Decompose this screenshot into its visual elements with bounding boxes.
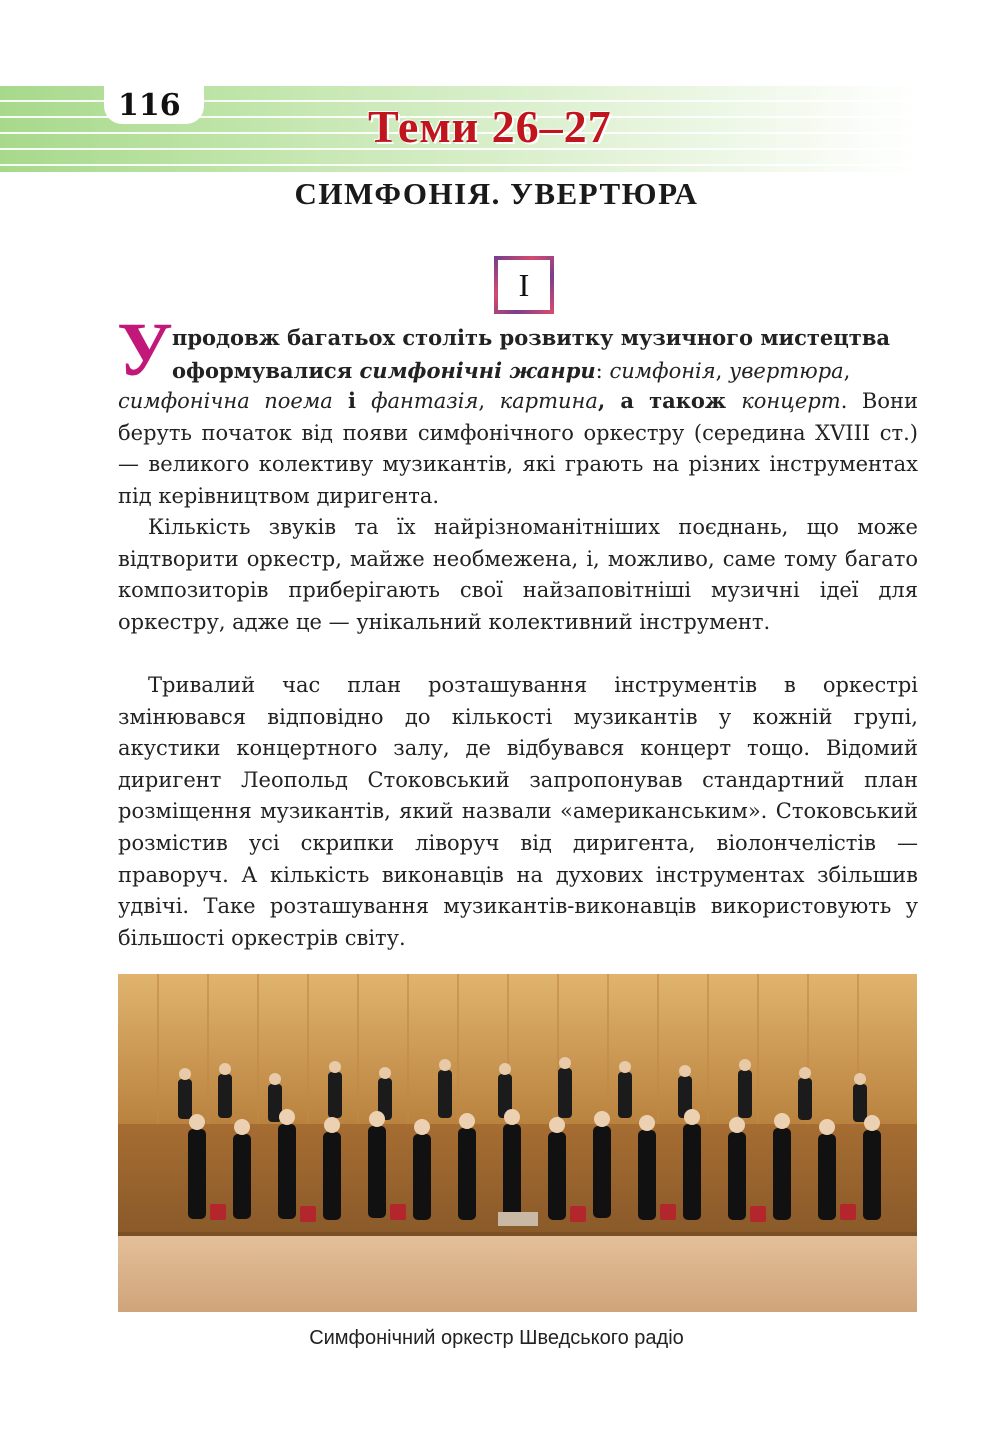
paragraph-1-body: симфонічна поема і фантазія, картина, а також концерт. Вони беруть початок від появи симфонічного оркестру (середина XVIII ст.) — великого колективу музикантів, які грають на різних інструментах під керівництвом диригента. bbox=[118, 388, 918, 508]
page-number: 116 bbox=[118, 88, 181, 123]
section-number: I bbox=[518, 266, 530, 303]
figure-caption: Симфонічний оркестр Шведського радіо bbox=[309, 1327, 684, 1349]
paragraph-1-intro: продовж багатьох століть розвитку музичного мистецтва оформувалися симфонічні жанри: симфонія, увертюра, bbox=[172, 325, 891, 383]
section-number-box bbox=[494, 256, 554, 314]
orchestra-photo-illustration bbox=[118, 974, 917, 1312]
drop-cap: У bbox=[117, 308, 173, 392]
topic-title: Теми 26–27 bbox=[368, 101, 612, 152]
orchestra-photo bbox=[118, 974, 917, 1312]
section-title: СИМФОНІЯ. УВЕРТЮРА bbox=[294, 176, 699, 211]
paragraph-3: Тривалий час план розташування інструментів в оркестрі змінювався відповідно до кількості музикантів у кожній групі, акустики концертного залу, де відбувався концерт тощо. Відомий диригент Леопольд Стоковський запропонував стандартний план розміщення музикантів, який назвали «американським». Стоковський розмістив усі скрипки ліворуч від диригента, віолончелістів — праворуч. А кількість виконавців на духових інструментах збільшив удвічі. Таке розташування музикантів-виконавців використовують у більшості оркестрів світу. bbox=[118, 673, 918, 950]
paragraph-2: Кількість звуків та їх найрізноманітніших поєднань, що може відтворити оркестр, майже необмежена, і, можливо, саме тому багато композиторів приберігають свої найзаповітніші музичні ідеї для оркестру, адже це — унікальний колективний інструмент. bbox=[118, 515, 918, 634]
staff-line bbox=[0, 164, 920, 166]
